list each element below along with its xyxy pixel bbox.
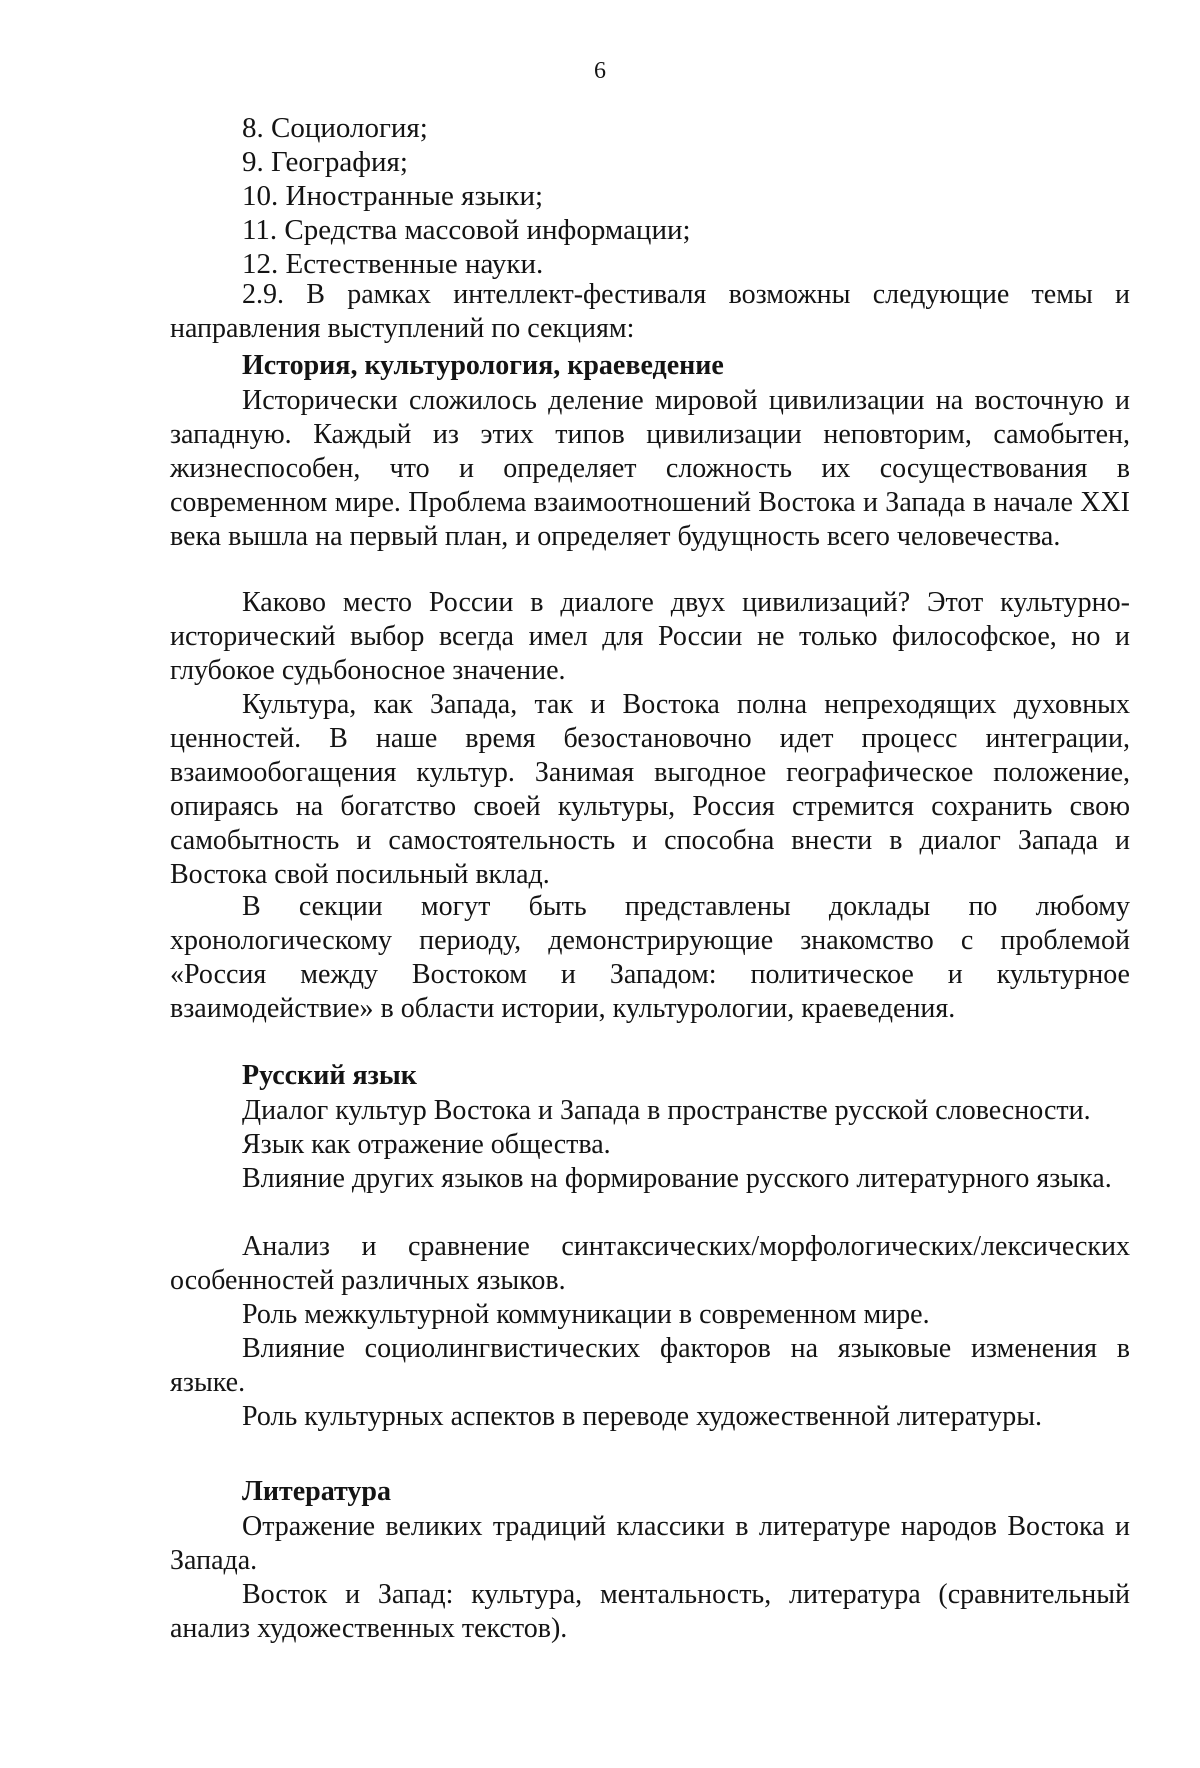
list-item: 8. Социология; [242, 112, 428, 144]
russian-paragraph: Анализ и сравнение синтаксических/морфологических/лексических особенностей различных языков. [170, 1231, 1130, 1296]
literature-paragraph: Восток и Запад: культура, ментальность, литература (сравнительный анализ художественных текстов). [170, 1579, 1130, 1644]
history-paragraph: Культура, как Запада, так и Востока полна непреходящих духовных ценностей. В наше время безостановочно идет процесс интеграции, взаимообогащения культур. Занимая выгодное географическое положение, опираясь на богатство своей культуры, Россия стремится сохранить свою самобытность и самостоятельность и способна внести в диалог Запада и Востока свой посильный вклад. [170, 689, 1130, 890]
list-item: 12. Естественные науки. [242, 248, 544, 280]
history-heading: История, культурология, краеведение [242, 350, 724, 381]
history-paragraph: Каково место России в диалоге двух цивилизаций? Этот культурно-исторический выбор всегда имел для России не только философское, но и глубокое судьбоносное значение. [170, 587, 1130, 686]
page-number: 6 [594, 58, 606, 84]
russian-paragraph: Роль культурных аспектов в переводе художественной литературы. [242, 1401, 1043, 1432]
russian-heading: Русский язык [242, 1060, 417, 1091]
russian-paragraph: Влияние социолингвистических факторов на языковые изменения в языке. [170, 1333, 1130, 1398]
russian-paragraph: Влияние других языков на формирование русского литературного языка. [242, 1163, 1112, 1194]
list-item: 10. Иностранные языки; [242, 180, 544, 212]
russian-paragraph: Язык как отражение общества. [242, 1129, 611, 1160]
list-item: 9. География; [242, 146, 408, 178]
russian-paragraph: Роль межкультурной коммуникации в современном мире. [242, 1299, 930, 1330]
history-paragraph: Исторически сложилось деление мировой цивилизации на восточную и западную. Каждый из этих типов цивилизации неповторим, самобытен, жизнеспособен, что и определяет сложность их сосуществования в современном мире. Проблема взаимоотношений Востока и Запада в начале XXI века вышла на первый план, и определяет будущность всего человечества. [170, 385, 1130, 552]
list-item: 11. Средства массовой информации; [242, 214, 691, 246]
russian-paragraph: Диалог культур Востока и Запада в пространстве русской словесности. [242, 1095, 1091, 1126]
literature-paragraph: Отражение великих традиций классики в литературе народов Востока и Запада. [170, 1511, 1130, 1576]
section-2-9-paragraph: 2.9. В рамках интеллект-фестиваля возможны следующие темы и направления выступлений по секциям: [170, 279, 1130, 344]
literature-heading: Литература [242, 1476, 391, 1507]
history-paragraph: В секции могут быть представлены доклады по любому хронологическому периоду, демонстрирующие знакомство с проблемой «Россия между Востоком и Западом: политическое и культурное взаимодействие» в области истории, культурологии, краеведения. [170, 891, 1130, 1024]
